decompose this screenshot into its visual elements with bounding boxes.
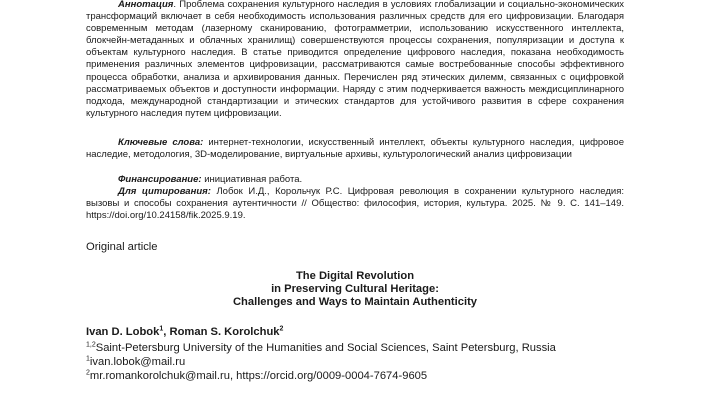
affiliation-line [86, 341, 556, 355]
citation-text: Лобок И.Д., Корольчук Р.С. Цифровая революция в сохранении культурного наследия: вызовы и способы сохранения аутентичности // Общество: философия, история, культура. 2025. № 9. С. 141–149. https://doi.org/10.24158/fik.2025.9.19. [86, 186, 624, 222]
abstract-paragraph [86, 0, 624, 120]
email-text: ivan.lobok@mail.ru [89, 356, 186, 368]
title-line: The Digital Revolution [295, 270, 415, 282]
email-line [86, 355, 185, 369]
keywords-paragraph [86, 137, 624, 161]
funding-paragraph [86, 174, 624, 186]
email-sup: 1 [86, 355, 90, 363]
affiliation-text: Saint-Petersburg University of the Humanities and Social Sciences, Saint Petersburg, Russia [95, 342, 556, 354]
funding-text: инициативная работа. [201, 174, 303, 185]
article-type: Original article [86, 241, 158, 253]
author-name: Ivan D. Lobok [86, 326, 160, 338]
author-separator: , [163, 326, 170, 338]
article-title [86, 270, 624, 309]
title-line: Challenges and Ways to Maintain Authenticity [232, 296, 478, 308]
funding-label: Финансирование: [118, 174, 202, 185]
author-sup: 2 [279, 325, 284, 333]
contact-line [86, 369, 427, 383]
author-sup: 1 [159, 325, 164, 333]
title-line: in Preserving Cultural Heritage: [271, 283, 439, 295]
abstract-text: . Проблема сохранения культурного наследия в условиях глобализации и социально-экономических трансформаций включает в себя необходимость использования различных средств для его цифровизации. Благодаря современным методам (лазерному сканированию, фотограмметрии, использованию искусственного интеллекта, блокчейн-метаданных и облачных хранилищ) совершенствуются процессы сохранения, популяризации и доступа к объектам культурного наследия. В статье приводится определение цифрового наследия, показана необходимость применения различных элементов цифровизации, рассматриваются самые востребованные способы эффективного процесса обработки, анализа и архивирования данных. Перечислен ряд этических дилемм, связанных с оцифровкой рассматриваемых объектов и доступности информации. Наряду с этим подчеркивается важность междисциплинарного подхода, международной стандартизации и этических стандартов для устойчивого развития в сфере сохранения культурного наследия путем цифровизации. [86, 0, 624, 119]
keywords-label: Ключевые слова: [118, 137, 204, 148]
authors-line [86, 325, 283, 339]
contact-text: mr.romankorolchuk@mail.ru, https://orcid.org/0009-0004-7674-9605 [89, 370, 428, 382]
keywords-text: интернет-технологии, искусственный интеллект, объекты культурного наследия, цифровое наследие, методология, 3D-моделирование, виртуальные архивы, культурологический анализ цифровизации [86, 137, 624, 161]
citation-paragraph [86, 186, 624, 222]
affiliation-sup: 1,2 [86, 341, 96, 349]
citation-label: Для цитирования: [118, 186, 211, 197]
contact-sup: 2 [86, 369, 90, 377]
abstract-label: Аннотация [118, 0, 174, 10]
author-name: Roman S. Korolchuk [169, 326, 280, 338]
